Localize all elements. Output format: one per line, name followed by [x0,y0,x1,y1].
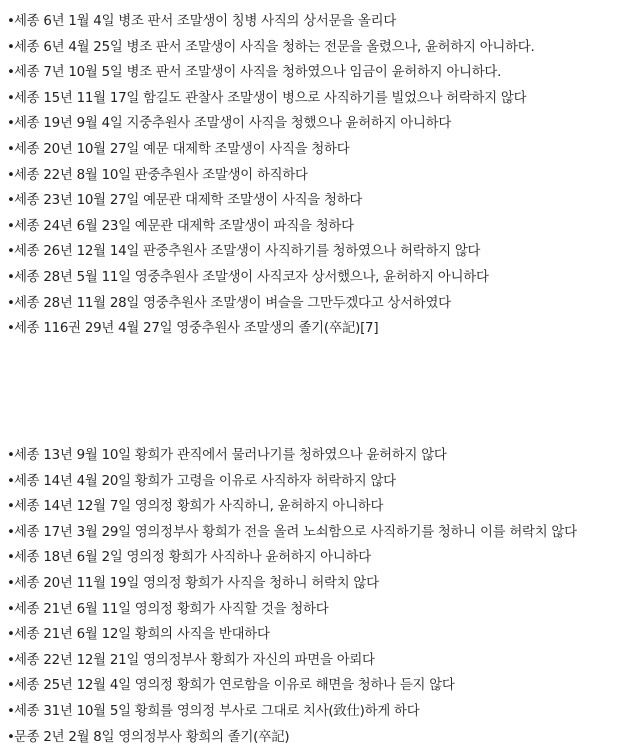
bullet: • [7,627,15,643]
item-text[interactable]: 세종 21년 6월 12일 황희의 사직을 반대하다 [14,627,270,643]
bullet: • [7,703,15,719]
item-text[interactable]: 세종 6년 1월 4일 병조 판서 조말생이 칭병 사직의 상서문을 올리다 [14,14,397,29]
list-item[interactable] [7,443,619,469]
item-text[interactable]: 세종 25년 12월 4일 영의정 황희가 연로함을 이유로 해면을 청하나 듣지 않다 [14,678,455,694]
bullet: • [7,321,15,337]
item-text[interactable]: 세종 13년 9월 10일 황희가 관직에서 물러나기를 청하였으나 윤허하지 않다 [14,448,447,463]
item-text[interactable]: 세종 20년 11월 19일 영의정 황희가 사직을 청하니 허락치 않다 [14,575,379,591]
list-item[interactable] [7,60,619,86]
list-item[interactable] [7,239,619,265]
item-text[interactable]: 세종 28년 5월 11일 영중추원사 조말생이 사직코자 상서했으나, 윤허하지 아니하다 [14,269,489,285]
list-item[interactable] [7,188,619,214]
record-list-hwang-hui [7,443,619,750]
list-item[interactable] [7,571,619,597]
item-text[interactable]: 세종 20년 10월 27일 예문 대제학 조말생이 사직을 청하다 [14,141,350,157]
bullet: • [7,524,15,540]
item-text[interactable]: 세종 26년 12월 14일 판중추원사 조말생이 사직하기를 청하였으나 허락하지 않다 [14,244,481,260]
list-item[interactable] [7,316,619,342]
item-text[interactable]: 세종 19년 9월 4일 지중추원사 조말생이 사직을 청했으나 윤허하지 아니하다 [14,116,452,132]
bullet: • [7,448,15,463]
list-item[interactable] [7,699,619,725]
bullet: • [7,141,15,157]
list-item[interactable] [7,111,619,137]
item-text[interactable]: 세종 22년 12월 21일 영의정부사 황희가 자신의 파면을 아뢰다 [14,652,375,668]
list-item[interactable] [7,622,619,648]
list-item[interactable] [7,9,619,35]
bullet: • [7,39,15,55]
list-item[interactable] [7,545,619,571]
bullet: • [7,295,15,311]
list-item[interactable] [7,291,619,317]
list-item[interactable] [7,469,619,495]
bullet: • [7,14,15,29]
item-text[interactable]: 문종 2년 2월 8일 영의정부사 황희의 졸기(卒記) [14,729,290,745]
item-text[interactable]: 세종 7년 10월 5일 병조 판서 조말생이 사직을 청하였으나 임금이 윤허하지 아니하다. [14,65,502,81]
bullet: • [7,601,15,617]
item-text[interactable]: 세종 21년 6월 11일 영의정 황희가 사직할 것을 청하다 [14,601,329,617]
list-item[interactable] [7,86,619,112]
item-text[interactable]: 세종 23년 10월 27일 예문관 대제학 조말생이 사직을 청하다 [14,193,363,209]
item-text[interactable]: 세종 28년 11월 28일 영중추원사 조말생이 벼슬을 그만두겠다고 상서하였다 [14,295,451,311]
list-item[interactable] [7,597,619,623]
bullet: • [7,678,15,694]
bullet: • [7,269,15,285]
item-text[interactable]: 세종 116권 29년 4월 27일 영중추원사 조말생의 졸기(卒記)[7] [14,321,379,337]
item-text[interactable]: 세종 24년 6월 23일 예문관 대제학 조말생이 파직을 청하다 [14,218,354,234]
list-item[interactable] [7,35,619,61]
item-text[interactable]: 세종 22년 8월 10일 판중추원사 조말생이 하직하다 [14,167,308,183]
list-item[interactable] [7,673,619,699]
list-item[interactable] [7,494,619,520]
list-item[interactable] [7,725,619,751]
bullet: • [7,575,15,591]
item-text[interactable]: 세종 15년 11월 17일 함길도 관찰사 조말생이 병으로 사직하기를 빌었으나 허락하지 않다 [14,90,527,106]
bullet: • [7,193,15,209]
list-item[interactable] [7,265,619,291]
record-list-jo-mal-saeng [7,9,619,342]
list-item[interactable] [7,648,619,674]
list-item[interactable] [7,214,619,240]
bullet: • [7,167,15,183]
bullet: • [7,729,15,745]
item-text[interactable]: 세종 14년 12월 7일 영의정 황희가 사직하니, 윤허하지 아니하다 [14,499,384,515]
item-text[interactable]: 세종 6년 4월 25일 병조 판서 조말생이 사직을 청하는 전문을 올렸으나, 윤허하지 아니하다. [14,39,535,55]
item-text[interactable]: 세종 14년 4월 20일 황희가 고령을 이유로 사직하자 허락하지 않다 [14,473,396,489]
list-item[interactable] [7,137,619,163]
bullet: • [7,218,15,234]
item-text[interactable]: 세종 31년 10월 5일 황희를 영의정 부사로 그대로 치사(致仕)하게 하다 [14,703,420,719]
item-text[interactable]: 세종 17년 3월 29일 영의정부사 황희가 전을 올려 노쇠함으로 사직하기를 청하니 이를 허락치 않다 [14,524,577,540]
bullet: • [7,90,15,106]
list-item[interactable] [7,163,619,189]
list-item[interactable] [7,520,619,546]
bullet: • [7,116,15,132]
bullet: • [7,473,15,489]
bullet: • [7,244,15,260]
bullet: • [7,499,15,515]
bullet: • [7,550,15,566]
bullet: • [7,65,15,81]
item-text[interactable]: 세종 18년 6월 2일 영의정 황희가 사직하나 윤허하지 아니하다 [14,550,371,566]
bullet: • [7,652,15,668]
